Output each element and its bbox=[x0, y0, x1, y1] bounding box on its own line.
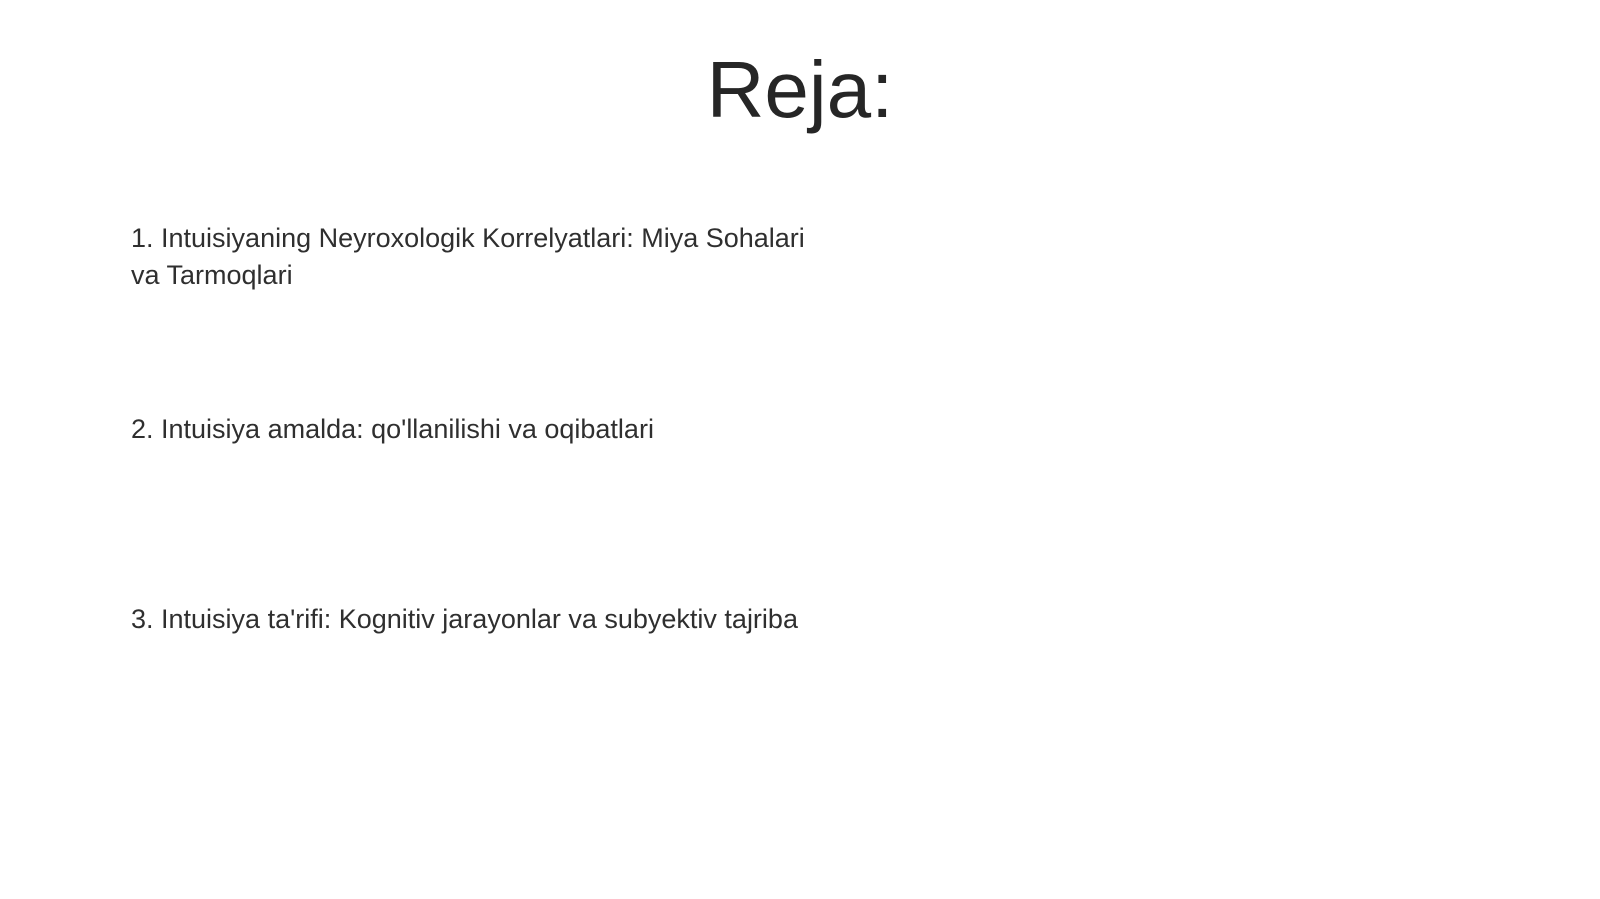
plan-item-2: 2. Intuisiya amalda: qo'llanilishi va oqibatlari bbox=[131, 414, 654, 444]
plan-item-3: 3. Intuisiya ta'rifi: Kognitiv jarayonlar va subyektiv tajriba bbox=[131, 604, 798, 634]
plan-item-1: 1. Intuisiyaning Neyroxologik Korrelyatlari: Miya Sohalari va Tarmoqlari bbox=[131, 223, 805, 290]
slide-title: Reja: bbox=[706, 45, 894, 134]
